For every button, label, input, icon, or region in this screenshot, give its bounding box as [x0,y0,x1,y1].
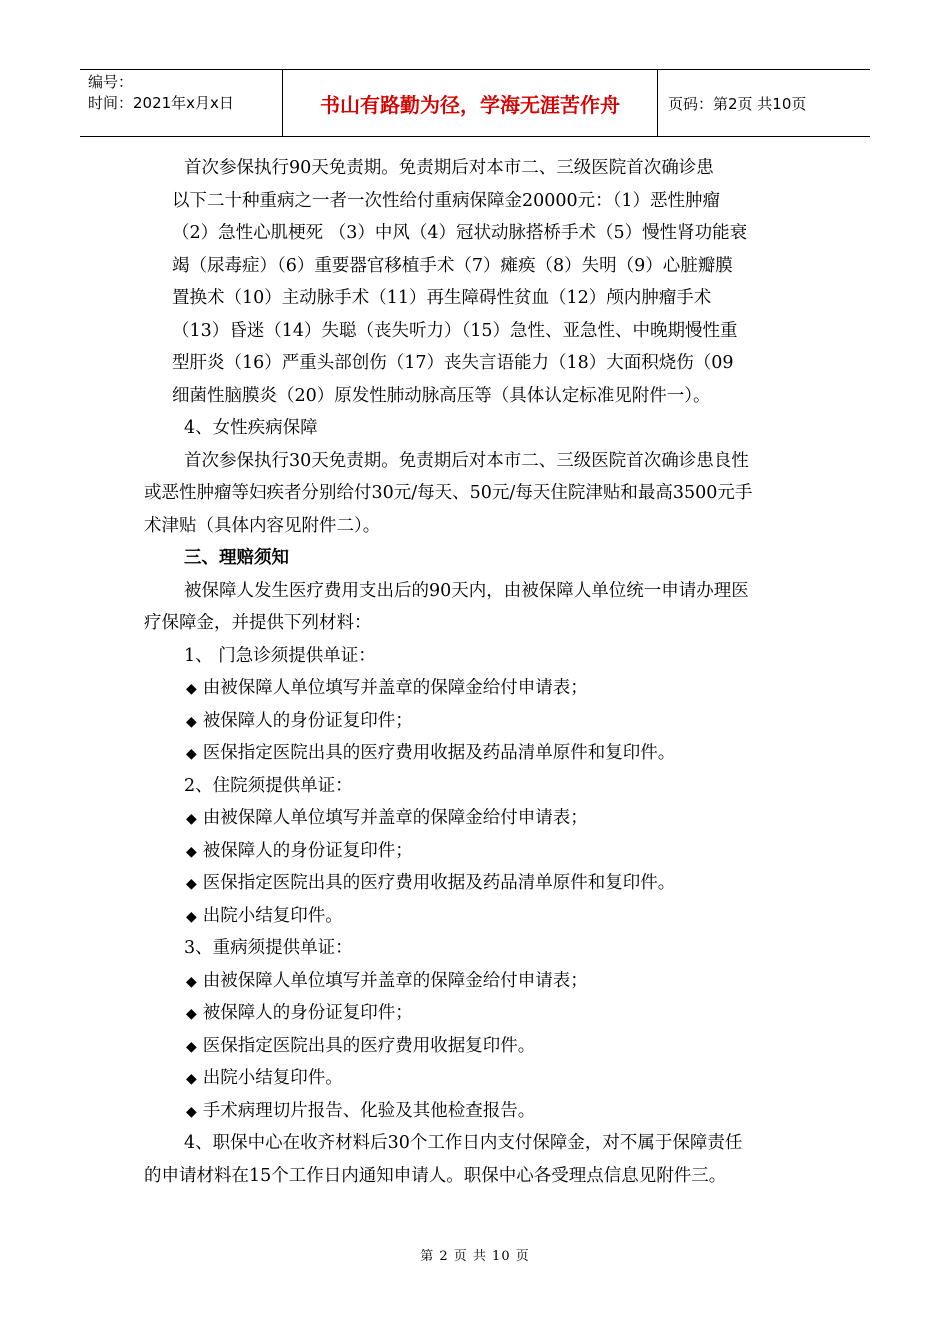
paragraph-line: 疗保障金，并提供下列材料： [144,613,372,633]
diamond-bullet-icon: ◆ [186,973,197,990]
list-item: ◆ 出院小结复印件。 [186,1068,343,1088]
list-heading: 3、重病须提供单证： [184,938,353,958]
header-motto: 书山有路勤为径，学海无涯苦作舟 [282,70,658,136]
doc-code-label: 编号： [88,73,134,91]
diamond-bullet-icon: ◆ [186,843,197,860]
paragraph-line: 竭（尿毒症）（6）重要器官移植手术（7）瘫痪（8）失明（9）心脏瓣膜 [172,255,733,276]
page-header [80,69,870,137]
list-item: ◆ 出院小结复印件。 [186,905,343,926]
list-item: ◆ 被保障人的身份证复印件； [186,710,413,731]
doc-date-label: 时间：2021年x月x日 [88,94,234,112]
diamond-bullet-icon: ◆ [186,876,197,892]
list-item: ◆ 被保障人的身份证复印件； [186,1003,413,1023]
page-footer: 第 2 页 共 10 页 [420,1249,530,1264]
diamond-bullet-icon: ◆ [186,908,197,925]
paragraph-line: 或恶性肿瘤等妇疾者分别给付30元/每天、50元/每天住院津贴和最高3500元手 [144,483,753,503]
paragraph-line: 型肝炎（16）严重头部创伤（17）丧失言语能力（18）大面积烧伤（09 [172,353,734,373]
header-meta [80,70,282,136]
list-item: ◆ 医保指定医院出具的医疗费用收据及药品清单原件和复印件。 [186,873,676,893]
paragraph-line: 以下二十种重病之一者一次性给付重病保障金20000元：（1）恶性肿瘤 [172,190,721,211]
list-item: ◆ 由被保障人单位填写并盖章的保障金给付申请表； [186,678,588,698]
header-page-info: 页码：第2页 共10页 [668,94,807,113]
paragraph-line: 首次参保执行90天免责期。免责期后对本市二、三级医院首次确诊患 [184,158,714,178]
diamond-bullet-icon: ◆ [186,811,197,827]
diamond-bullet-icon: ◆ [186,1038,197,1055]
paragraph-line: 首次参保执行30天免责期。免责期后对本市二、三级医院首次确诊患良性 [184,450,749,471]
list-item: ◆ 被保障人的身份证复印件； [186,840,413,861]
paragraph-line: 细菌性脑膜炎（20）原发性肺动脉高压等（具体认定标准见附件一）。 [172,385,711,406]
list-item: ◆ 由被保障人单位填写并盖章的保障金给付申请表； [186,970,588,991]
diamond-bullet-icon: ◆ [186,1071,197,1087]
document-body [144,152,812,1192]
paragraph-line: 术津贴（具体内容见附件二）。 [144,515,381,536]
diamond-bullet-icon: ◆ [186,1006,197,1022]
paragraph-line: 4、职保中心在收齐材料后30个工作日内支付保障金，对不属于保障责任 [184,1133,743,1153]
diamond-bullet-icon: ◆ [186,746,197,762]
list-item: ◆ 医保指定医院出具的医疗费用收据复印件。 [186,1035,536,1056]
paragraph-line: （2）急性心肌梗死 （3）中风（4）冠状动脉搭桥手术（5）慢性肾功能衰 [172,223,748,243]
paragraph-line: 置换术（10）主动脉手术（11）再生障碍性贫血（12）颅内肿瘤手术 [172,288,712,308]
diamond-bullet-icon: ◆ [186,681,197,697]
paragraph-line: （13）昏迷（14）失聪（丧失听力）（15）急性、亚急性、中晚期慢性重 [172,320,738,341]
list-item: ◆ 医保指定医院出具的医疗费用收据及药品清单原件和复印件。 [186,743,676,763]
paragraph-line: 的申请材料在15个工作日内通知申请人。职保中心各受理点信息见附件三。 [144,1165,727,1186]
section-heading: 4、女性疾病保障 [184,418,318,438]
list-item: ◆ 手术病理切片报告、化验及其他检查报告。 [186,1100,536,1121]
list-item: ◆ 由被保障人单位填写并盖章的保障金给付申请表； [186,808,588,828]
diamond-bullet-icon: ◆ [186,1103,197,1120]
paragraph-line: 被保障人发生医疗费用支出后的90天内，由被保障人单位统一申请办理医 [184,580,749,601]
diamond-bullet-icon: ◆ [186,713,197,730]
section-heading: 三、理赔须知 [184,548,289,568]
list-heading: 2、住院须提供单证： [184,775,353,796]
list-heading: 1、 门急诊须提供单证： [184,645,376,666]
